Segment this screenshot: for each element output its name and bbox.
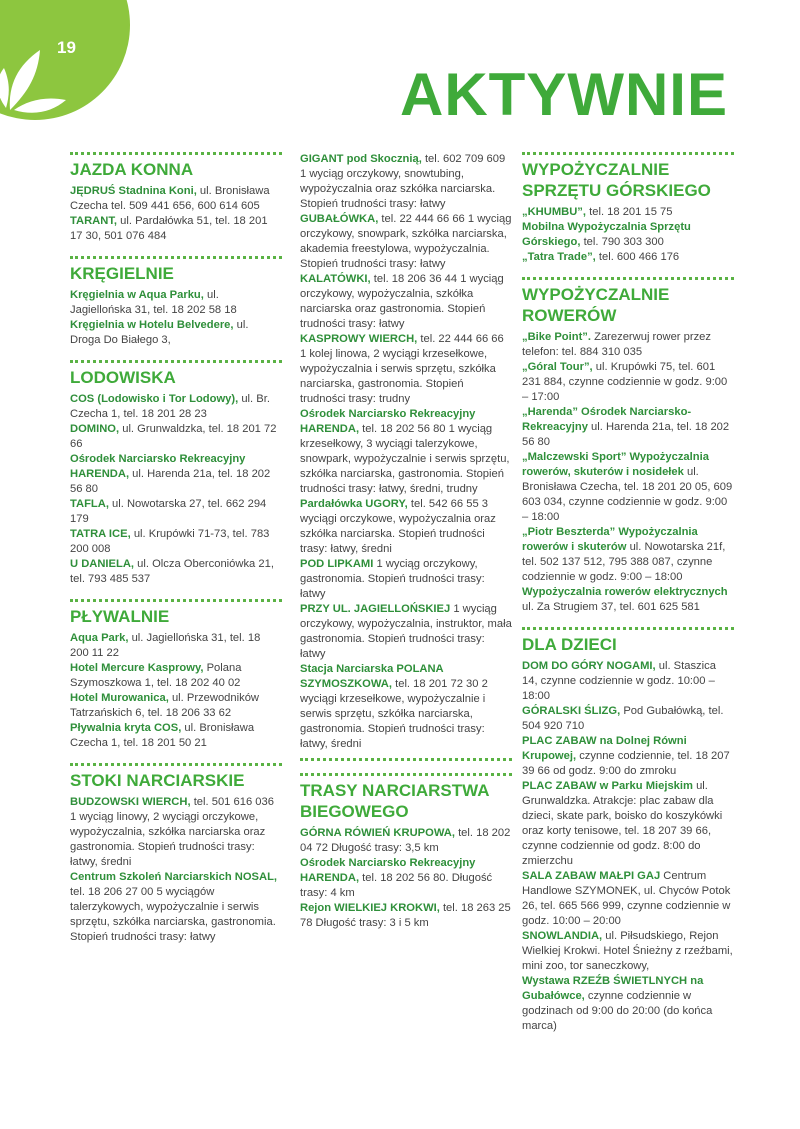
section [70,152,282,244]
venue-name: DOMINO, [70,423,120,435]
dotted-divider [70,599,282,602]
venue-entry [70,721,282,751]
venue-entry [70,288,282,318]
venue-entry [70,557,282,587]
venue-name: „KHUMBU”, [522,206,587,218]
venue-name: Wystawa RZEŹB ŚWIETLNYCH na Gubałówce, [522,975,704,1002]
venue-name: „Tatra Trade”, [522,251,596,263]
dotted-divider [522,627,734,630]
venue-entry [522,974,734,1034]
venue-name: PLAC ZABAW w Parku Miejskim [522,780,693,792]
venue-details: ul. Piłsudskiego, Rejon Wielkiej Krokwi. Hotel Śnieżny z rzeźbami, mini zoo, tor saneczkowy, [522,930,733,972]
section [70,599,282,751]
venue-entry [522,330,734,360]
section [522,627,734,1034]
venue-name: PRZY UL. JAGIELLOŃSKIEJ [300,603,451,615]
venue-entry [522,869,734,929]
venue-name: „Bike Point”. [522,331,591,343]
venue-details: ul. Pardałówka 51, tel. 18 201 17 30, 501 076 484 [70,215,268,242]
venue-entry [300,272,512,332]
venue-name: BUDZOWSKI WIERCH, [70,796,191,808]
venue-name: „Malczewski Sport” Wypożyczalnia rowerów, skuterów i nosidełek [522,451,709,478]
venue-name: KALATÓWKI, [300,273,371,285]
section-title: JAZDA KONNA [70,160,194,179]
venue-entry [300,332,512,407]
venue-name: Centrum Szkoleń Narciarskich NOSAL, [70,871,278,883]
dotted-divider [70,360,282,363]
venue-name: TATRA ICE, [70,528,131,540]
venue-name: GÓRNA RÓWIEŃ KRUPOWA, [300,827,455,839]
venue-name: KASPROWY WIERCH, [300,333,418,345]
venue-entry [70,870,282,945]
venue-entry [522,929,734,974]
section-title: KRĘGIELNIE [70,264,174,283]
venue-name: PLAC ZABAW na Dolnej Równi Krupowej, [522,735,687,762]
venue-details: tel. 18 202 56 80. Długość trasy: 4 km [300,872,493,899]
venue-details: ul. Br. Czecha 1, tel. 18 201 28 23 [70,393,270,420]
page-number: 19 [57,38,76,57]
venue-name: TARANT, [70,215,118,227]
venue-details: tel. 600 466 176 [598,251,680,263]
venue-details: Zarezerwuj rower przez telefon: tel. 884 310 035 [522,331,711,358]
venue-details: Centrum Handlowe SZYMONEK, ul. Chyców Potok 26, tel. 665 566 999, czynne codziennie w godz. 10:00 – 20:00 [522,870,731,927]
venue-name: Kręgielnia w Hotelu Belvedere, [70,319,234,331]
venue-entry [522,250,734,265]
venue-details: tel. 18 206 36 44 1 wyciąg orczykowy, wypożyczalnia, szkółka narciarska oraz gastronomia. Stopień trudności trasy: łatwy [300,273,504,330]
venue-details: ul. Bronisława Czecha 1, tel. 18 201 50 21 [70,722,255,749]
section [70,256,282,348]
venue-details: ul. Grunwaldzka, tel. 18 201 72 66 [70,423,277,450]
section-title: WYPOŻYCZALNIE SPRZĘTU GÓRSKIEGO [522,160,711,200]
venue-name: Aqua Park, [70,632,129,644]
venue-name: TAFLA, [70,498,109,510]
venue-entry [522,405,734,450]
page-title: AKTYWNIE [400,61,728,128]
dotted-divider [522,152,734,155]
venue-entry [522,525,734,585]
venue-details: tel. 22 444 66 66 1 kolej linowa, 2 wyciągi krzesełkowe, wypożyczalnia i serwis sprzętu, szkółka narciarska, gastronomia. Stopień trudności trasy: trudny [300,333,504,405]
dotted-divider [70,256,282,259]
venue-entry [70,661,282,691]
venue-entry [300,152,512,212]
venue-entry [70,184,282,214]
section-title: DLA DZIECI [522,635,617,654]
venue-details: tel. 18 202 04 72 Długość trasy: 3,5 km [300,827,511,854]
venue-details: ul. Bronisława Czecha, tel. 18 201 20 05, 609 603 034, czynne codziennie w godz. 9:00 – 18:00 [522,466,733,523]
venue-details: ul. Harenda 21a, tel. 18 202 56 80 [70,468,271,495]
venue-details: ul. Droga Do Białego 3, [70,319,249,346]
venue-details: 1 wyciąg orczykowy, wypożyczalnia, instruktor, mała gastronomia. Stopień trudności trasy: łatwy [300,603,512,660]
venue-details: czynne codziennie, tel. 18 207 39 66 od godz. 9:00 do zmroku [522,750,730,777]
venue-entry [70,392,282,422]
venue-name: POD LIPKAMI [300,558,374,570]
venue-name: Ośrodek Narciarsko Rekreacyjny HARENDA, [70,453,246,480]
venue-details: tel. 22 444 66 66 1 wyciąg orczykowy, snowpark, szkółka narciarska, akademia freestylowa, wypożyczalnia. Stopień trudności trasy: łatwy [300,213,512,270]
venue-details: tel. 18 206 27 00 5 wyciągów talerzykowych, wypożyczalnie i serwis sprzętu, szkółka narciarska, gastronomia. Stopień trudności trasy: łatwy [70,886,276,943]
venue-details: ul. Jagiellońska 31, tel. 18 202 58 18 [70,289,237,316]
venue-name: COS (Lodowisko i Tor Lodowy), [70,393,239,405]
venue-name: GIGANT pod Skocznią, [300,153,422,165]
venue-entry [70,318,282,348]
venue-details: tel. 18 201 15 75 [589,206,673,218]
venue-details: tel. 790 303 300 [583,236,664,248]
venue-entry [522,734,734,779]
section-title: STOKI NARCIARSKIE [70,771,245,790]
venue-name: Mobilna Wypożyczalnia Sprzętu Górskiego, [522,221,691,248]
venue-entry [522,360,734,405]
dotted-divider [300,773,512,776]
venue-entry [300,901,512,931]
venue-details: tel. 18 263 25 78 Długość trasy: 3 i 5 km [300,902,511,929]
venue-entry [522,220,734,250]
venue-entry [300,557,512,602]
venue-name: Kręgielnia w Aqua Parku, [70,289,204,301]
venue-entry [70,452,282,497]
section [522,152,734,265]
venue-details: tel. 18 201 72 30 2 wyciągi krzesełkowe, wypożyczalnie i serwis sprzętu, szkółka narciarska, gastronomia. Stopień trudności trasy: łatwy, średni [300,678,488,750]
venue-details: ul. Bronisława Czecha tel. 509 441 656, 600 614 605 [70,185,270,212]
venue-entry [70,691,282,721]
venue-entry [300,826,512,856]
venue-name: SNOWLANDIA, [522,930,603,942]
venue-name: GÓRALSKI ŚLIZG, [522,705,621,717]
section [300,773,512,931]
section [522,277,734,615]
venue-name: SALA ZABAW MAŁPI GAJ [522,870,661,882]
venue-name: „Harenda” Ośrodek Narciarsko-Rekreacyjny [522,406,692,433]
venue-details: ul. Nowotarska 27, tel. 662 294 179 [70,498,267,525]
venue-entry [300,212,512,272]
venue-details: ul. Krupówki 71-73, tel. 783 200 008 [70,528,270,555]
venue-name: Pardałówka UGORY, [300,498,408,510]
venue-entry [70,631,282,661]
venue-details: ul. Za Strugiem 37, tel. 601 625 581 [522,601,700,613]
venue-entry [300,407,512,497]
dotted-divider [522,277,734,280]
venue-name: Ośrodek Narciarsko Rekreacyjny HARENDA, [300,857,476,884]
venue-details: ul. Krupówki 75, tel. 601 231 884, czynne codziennie w godz. 9:00 – 17:00 [522,361,728,403]
venue-details: tel. 542 66 55 3 wyciągi orczykowe, wypożyczalnia oraz szkółka narciarska. Stopień trudności trasy: łatwy, średni [300,498,496,555]
venue-entry [70,214,282,244]
venue-name: „Góral Tour”, [522,361,593,373]
section-title: WYPOŻYCZALNIE ROWERÓW [522,285,670,325]
venue-entry [300,662,512,752]
venue-name: U DANIELA, [70,558,135,570]
venue-name: Hotel Murowanica, [70,692,169,704]
venue-entry [522,585,734,615]
venue-entry [300,497,512,557]
venue-entry [70,795,282,870]
venue-details: tel. 501 616 036 1 wyciąg linowy, 2 wyciągi orczykowe, wypożyczalnia, szkółka narciarska oraz gastronomia. Stopień trudności trasy: łatwy, średni [70,796,274,868]
venue-name: Pływalnia kryta COS, [70,722,182,734]
column-3 [522,152,734,1046]
column-2 [300,152,512,943]
venue-entry [522,659,734,704]
venue-details: ul. Staszica 14, czynne codziennie w godz. 10:00 – 18:00 [522,660,716,702]
column-1 [70,152,282,957]
section [300,152,512,761]
venue-name: Wypożyczalnia rowerów elektrycznych [522,586,728,598]
venue-entry [70,422,282,452]
section [70,360,282,587]
venue-details: ul. Nowotarska 21f, tel. 502 137 512, 795 388 087, czynne codziennie w godz. 9:00 – 18:00 [522,541,726,583]
dotted-divider [70,152,282,155]
venue-entry [522,779,734,869]
venue-name: Ośrodek Narciarsko Rekreacyjny HARENDA, [300,408,476,435]
venue-name: Stacja Narciarska POLANA SZYMOSZKOWA, [300,663,444,690]
venue-entry [522,450,734,525]
venue-details: czynne codziennie w godzinach od 9:00 do 20:00 (do końca marca) [522,990,713,1032]
venue-details: ul. Przewodników Tatrzańskich 6, tel. 18 206 33 62 [70,692,260,719]
venue-details: ul. Jagiellońska 31, tel. 18 200 11 22 [70,632,261,659]
dotted-divider [300,758,512,761]
venue-entry [70,527,282,557]
venue-entry [522,205,734,220]
venue-entry [300,602,512,662]
venue-details: ul. Grunwaldzka. Atrakcje: plac zabaw dla dzieci, skate park, boisko do koszykówki oraz korty tenisowe, tel. 18 207 39 66, czynne codziennie od godz. 8:00 do zmierzchu [522,780,723,867]
section-title: LODOWISKA [70,368,176,387]
venue-details: ul. Harenda 21a, tel. 18 202 56 80 [522,421,730,448]
venue-entry [70,497,282,527]
venue-name: JĘDRUŚ Stadnina Koni, [70,185,197,197]
venue-name: GUBAŁÓWKA, [300,213,379,225]
section-title: TRASY NARCIARSTWA BIEGOWEGO [300,781,489,821]
venue-name: Rejon WIELKIEJ KROKWI, [300,902,440,914]
venue-details: Pod Gubałówką, tel. 504 920 710 [522,705,724,732]
venue-details: 1 wyciąg orczykowy, gastronomia. Stopień trudności trasy: łatwy [300,558,485,600]
venue-name: Hotel Mercure Kasprowy, [70,662,204,674]
venue-details: tel. 18 202 56 80 1 wyciąg krzesełkowy, 3 wyciągi talerzykowe, snowpark, wypożyczalnie i serwis sprzętu, szkółka narciarska, gastronomia. Stopień trudności trasy: łatwy, średni, trudny [300,423,510,495]
section-title: PŁYWALNIE [70,607,170,626]
venue-details: tel. 602 709 609 1 wyciąg orczykowy, snowtubing, wypożyczalnia oraz szkółka narciarska. Stopień trudności trasy: łatwy [300,153,506,210]
venue-name: „Piotr Beszterda” Wypożyczalnia rowerów i skuterów [522,526,698,553]
venue-details: Polana Szymoszkowa 1, tel. 18 202 40 02 [70,662,242,689]
venue-name: DOM DO GÓRY NOGAMI, [522,660,656,672]
venue-entry [300,856,512,901]
venue-entry [522,704,734,734]
venue-details: ul. Olcza Oberconiówka 21, tel. 793 485 537 [70,558,274,585]
section [70,763,282,945]
dotted-divider [70,763,282,766]
